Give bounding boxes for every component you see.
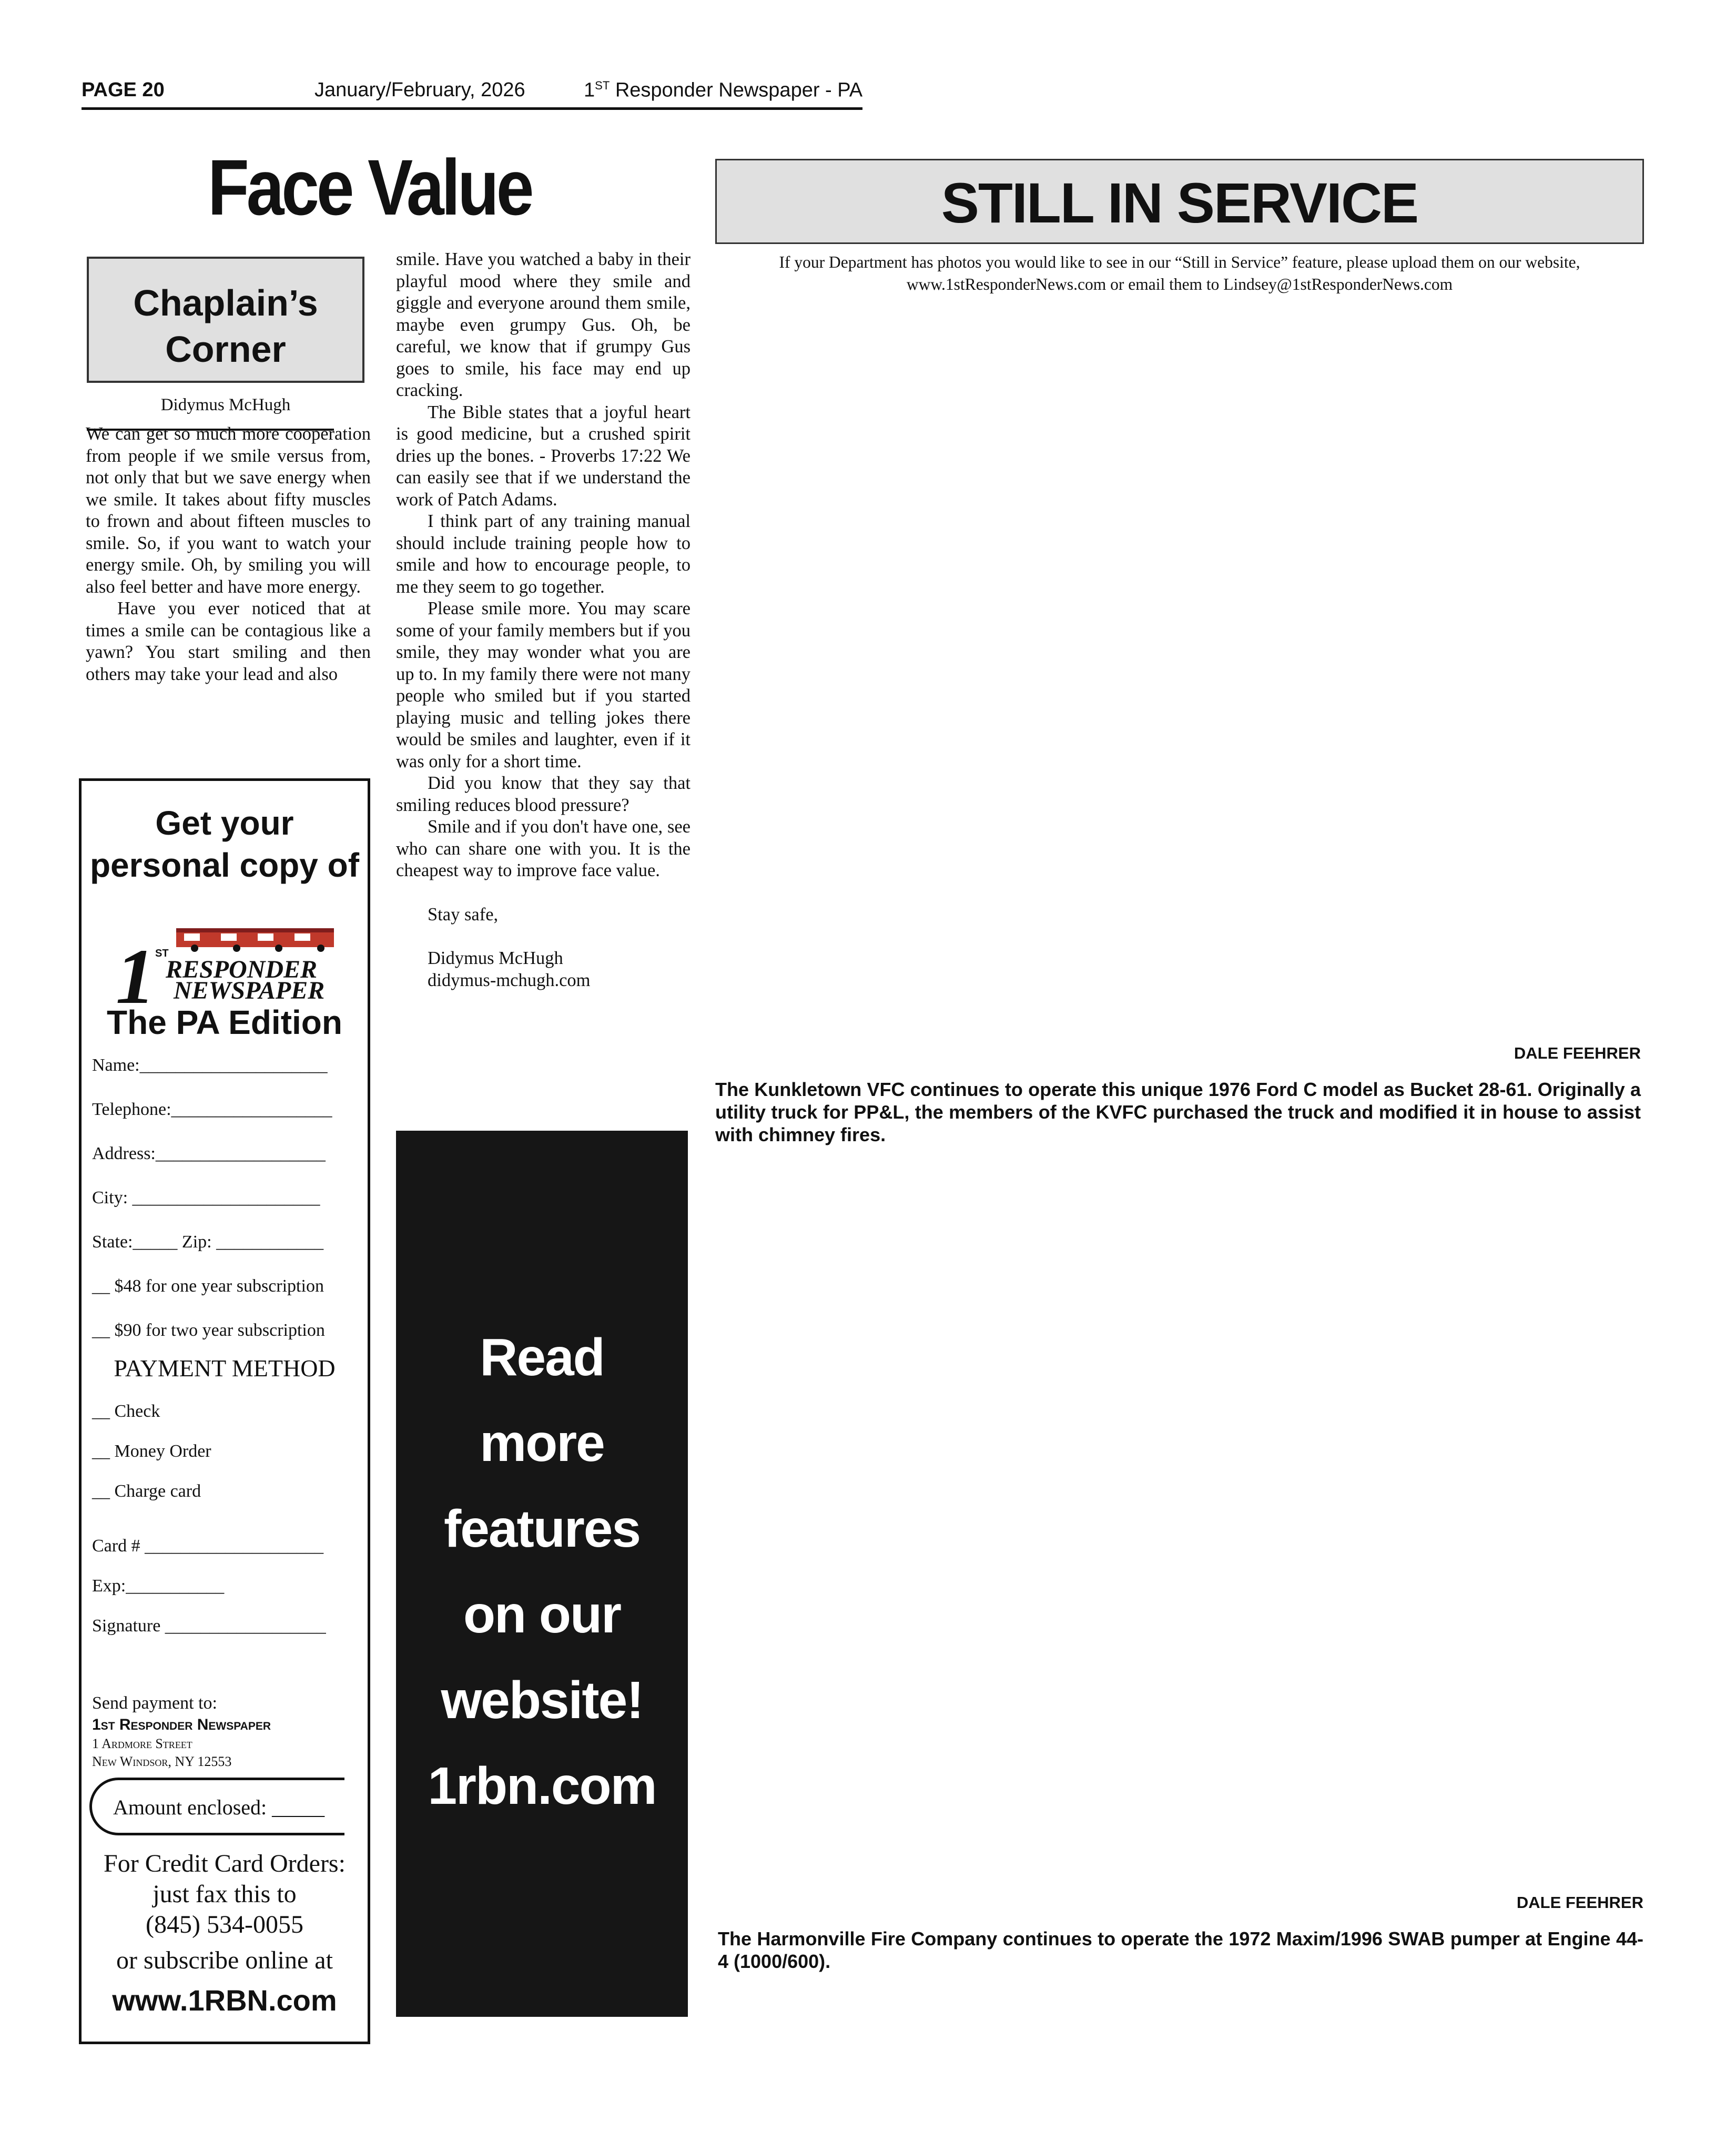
card-number-field[interactable]: Card # ____________________ [92,1536,324,1556]
intro-line1: If your Department has photos you would like to see in our “Still in Service” feature, please upload them on our website, [779,253,1580,271]
logo-line2: NEWSPAPER [174,977,325,1004]
send-payment-city: New Windsor, NY 12553 [92,1754,232,1769]
name-field[interactable]: Name:_____________________ [92,1055,328,1075]
still-in-service-intro [715,251,1644,296]
fax-number: (845) 534-0055 [146,1911,303,1938]
still-in-service-title: STILL IN SERVICE [941,171,1418,235]
article-paragraph: Please smile more. You may scare some of your family members but if you smile, they may wonder what you are up to. In my family there were not many people who smiled but if you started playing music and telling jokes there would be smiles and laughter, even if it was only for a short time. [396,598,691,771]
chaplains-corner-box [87,257,364,383]
subscription-heading [82,802,368,886]
newspaper-logo [116,919,347,1008]
paper-name-rest: Responder Newspaper - PA [610,79,863,101]
byline: Didymus McHugh [160,395,291,414]
subscription-form [79,778,370,2044]
expiration-field[interactable]: Exp:___________ [92,1576,225,1596]
amount-enclosed-field[interactable] [89,1778,344,1835]
send-payment-label: Send payment to: [92,1693,217,1713]
check-option[interactable]: __ Check [92,1402,160,1421]
payment-method-heading: PAYMENT METHOD [114,1355,336,1382]
photo-caption: The Harmonville Fire Company continues to operate the 1972 Maxim/1996 SWAB pumper at Engine 44-4 (1000/600). [718,1928,1643,1972]
charge-card-option[interactable]: __ Charge card [92,1481,201,1501]
website-ad[interactable] [396,1131,688,2017]
article-paragraph: I think part of any training manual should include training people how to smile and how to encourage people, to me they seem to go together. [396,511,691,597]
send-payment-name: 1st Responder Newspaper [92,1716,271,1733]
telephone-field[interactable]: Telephone:__________________ [92,1100,332,1119]
logo-sup: ST [155,948,169,959]
intro-line2: www.1stResponderNews.com or email them to Lindsey@1stResponderNews.com [906,275,1453,293]
photo-credit: DALE FEEHRER [1514,1044,1641,1062]
still-in-service-banner [715,159,1644,244]
chaplains-corner-line2: Corner [165,329,286,370]
signature-field[interactable]: Signature __________________ [92,1616,326,1636]
subscribe-online-text: or subscribe online at [116,1946,333,1974]
photo-credit: DALE FEEHRER [1516,1893,1643,1912]
fax-line2: just fax this to [153,1880,297,1908]
header-rule [82,107,862,110]
author-website: didymus-mchugh.com [428,970,591,990]
state-zip-field[interactable]: State:_____ Zip: ____________ [92,1232,324,1252]
paper-name-sup: ST [595,79,610,92]
fire-trucks-icon [176,928,334,952]
ad-line: website! [441,1671,643,1730]
article-paragraph: The Bible states that a joyful heart is good medicine, but a crushed spirit dries up the bones. - Proverbs 17:22 We can easily see that if we understand the work of Patch Adams. [396,402,691,510]
send-payment-street: 1 Ardmore Street [92,1736,192,1751]
page-number: PAGE 20 [82,79,165,101]
chaplains-corner-title [89,280,362,372]
issue-date: January/February, 2026 [314,79,525,101]
ad-url: 1rbn.com [428,1757,656,1815]
amount-enclosed-label: Amount enclosed: _____ [113,1795,325,1819]
article-column-2 [396,249,691,991]
article-paragraph: Have you ever noticed that at times a smile can be contagious like a yawn? You start smiling and then others may take your lead and also [86,598,371,684]
ad-line: Read [480,1328,604,1387]
ad-line: features [443,1499,641,1558]
photo-caption: The Kunkletown VFC continues to operate this unique 1976 Ford C model as Bucket 28-61. Originally a utility truck for PP&L, the members of the KVFC purchased the truck and modified it in house to assist with chimney fires. [715,1079,1641,1145]
money-order-option[interactable]: __ Money Order [92,1441,211,1461]
paper-name [584,79,862,102]
author-name: Didymus McHugh [428,948,563,968]
website-ad-text [396,1315,688,1829]
city-field[interactable]: City: _____________________ [92,1188,320,1207]
one-year-option[interactable]: __ $48 for one year subscription [92,1276,324,1296]
photo-harmonville-engine [715,1178,1644,1883]
edition-title: The PA Edition [107,1003,342,1041]
fax-line1: For Credit Card Orders: [104,1850,346,1877]
article-paragraph: Smile and if you don't have one, see who can share one with you. It is the cheapest way to improve face value. [396,817,691,880]
article-paragraph: We can get so much more cooperation from people if we smile versus from, not only that but we save energy when we smile. It takes about fifty muscles to frown and about fifteen muscles to smile. So, if you want to watch your energy smile. Oh, by smiling you will also feel better and have more energy. [86,424,371,597]
photo-kunkletown-bucket [715,300,1644,1036]
article-paragraph: Did you know that they say that smiling reduces blood pressure? [396,773,691,815]
subscription-heading-line1: Get your [155,804,294,842]
paper-name-prefix: 1 [584,79,595,101]
address-field[interactable]: Address:___________________ [92,1144,326,1163]
two-year-option[interactable]: __ $90 for two year subscription [92,1321,325,1340]
ad-line: on our [463,1585,621,1644]
logo-number: 1 [116,933,155,1008]
article-title: Face Value [208,143,532,231]
article-paragraph: smile. Have you watched a baby in their playful mood where they smile and giggle and everyone around them smile, maybe even grumpy Gus. Oh, be careful, we know that if grumpy Gus goes to smile, his face may end up cracking. [396,249,691,400]
ad-line: more [480,1414,604,1473]
subscribe-url[interactable]: www.1RBN.com [112,1984,337,2017]
chaplains-corner-line1: Chaplain’s [133,282,318,323]
subscription-heading-line2: personal copy of [89,846,360,884]
logo-line1: RESPONDER [166,956,318,983]
signoff: Stay safe, [428,904,499,925]
article-column-1 [86,423,371,685]
